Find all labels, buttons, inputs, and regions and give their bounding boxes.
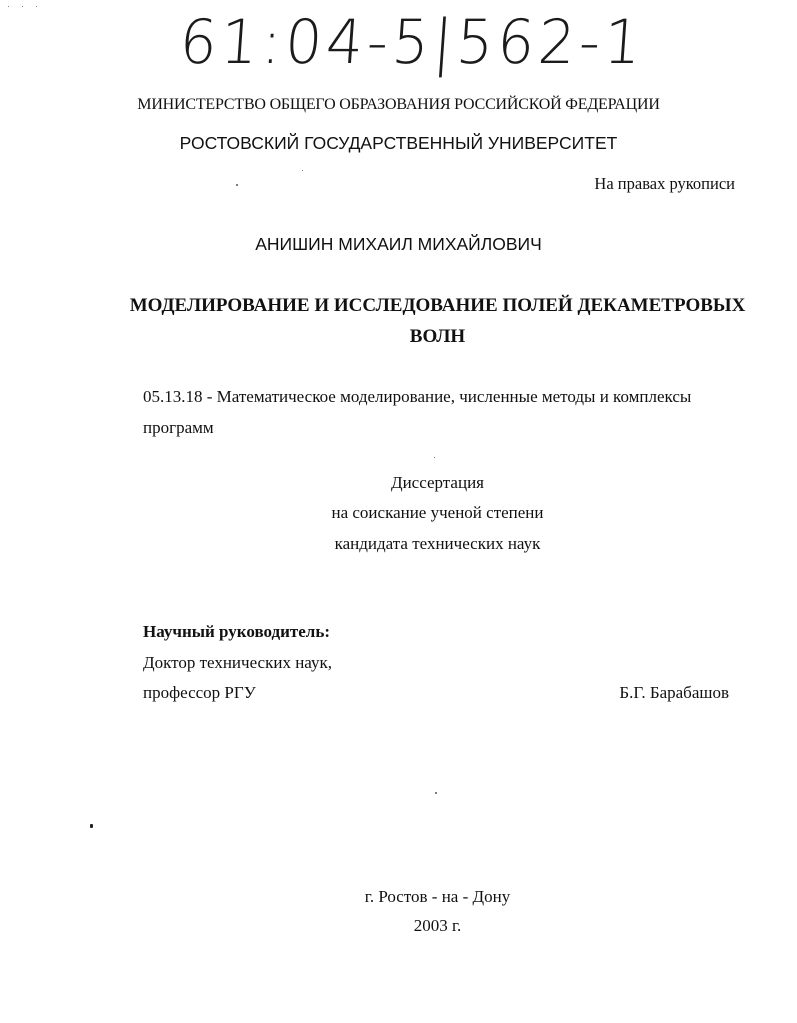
specialty-code: 05.13.18 - Математическое моделирование, численные методы и комплексы программ (143, 387, 692, 437)
city: г. Ростов - на - Дону (364, 887, 511, 906)
author-name: АНИШИН МИХАИЛ МИХАЙЛОВИЧ (255, 234, 542, 254)
degree-purpose: на соискание ученой степени (331, 503, 544, 522)
scan-speck (90, 824, 93, 828)
supervisor-title: профессор РГУ (143, 683, 256, 702)
scan-speck (36, 6, 37, 7)
year: 2003 г. (413, 916, 462, 935)
supervisor-name: Б.Г. Барабашов (619, 683, 729, 702)
scan-speck (8, 6, 9, 7)
scan-speck (435, 792, 437, 794)
scan-speck (302, 170, 303, 171)
scan-speck (22, 6, 23, 7)
supervisor-degree: Доктор технических наук, (143, 653, 332, 672)
handwritten-catalog-code: 61:04-5|562-1 (177, 6, 648, 78)
degree-name: кандидата технических наук (334, 534, 541, 553)
supervisor-label: Научный руководитель: (143, 622, 330, 641)
university-heading: РОСТОВСКИЙ ГОСУДАРСТВЕННЫЙ УНИВЕРСИТЕТ (179, 133, 618, 153)
scan-speck (434, 457, 435, 458)
dissertation-title: МОДЕЛИРОВАНИЕ И ИССЛЕДОВАНИЕ ПОЛЕЙ ДЕКАМЕТРОВЫХ ВОЛН (129, 295, 746, 347)
ministry-heading: МИНИСТЕРСТВО ОБЩЕГО ОБРАЗОВАНИЯ РОССИЙСКОЙ ФЕДЕРАЦИИ (137, 96, 660, 113)
scan-speck (236, 184, 238, 186)
dissertation-label: Диссертация (390, 473, 484, 492)
manuscript-rights-note: На правах рукописи (594, 174, 735, 193)
